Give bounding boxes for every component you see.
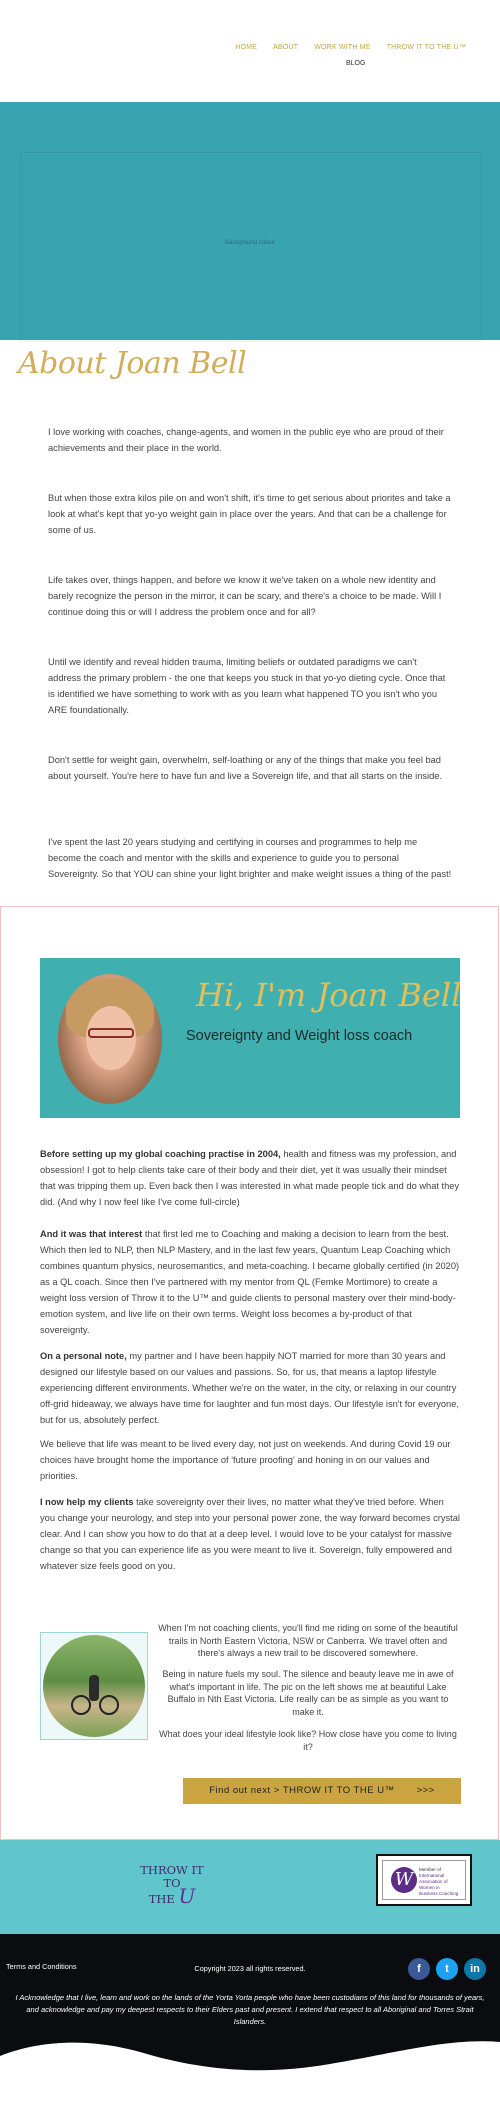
coaching-lead: On a personal note, [40,1351,127,1361]
about-paragraph: But when those extra kilos pile on and won't shift, it's time to get serious about priorites and take a look at what's kept that yo-yo weight gain in place over the years. And that can be a challenge for some of us. [48,493,451,535]
about-paragraph: I've spent the last 20 years studying and certifying in courses and programmes to help me become the coach and mentor with the skills and experience to guide you to personal Sovereignty. So that YOU can shine your light brighter and make weight issues a thing of the past! [48,837,452,879]
ride-text: When I'm not coaching clients, you'll find me riding on some of the beautiful trails in North Eastern Victoria, NSW or Canberra. We travel often and there's always a new trail to be discovered somewhere. [158,1623,458,1658]
coaching-paragraph: We believe that life was meant to be lived every day, not just on weekends. And during Covid 19 our choices have brought home the importance of 'future proofing' and honing in on our values and priorities. [40,1439,451,1481]
facebook-icon[interactable]: f [408,1958,430,1980]
linkedin-icon[interactable]: in [464,1958,486,1980]
coaching-paragraph [40,1226,460,1338]
footer-wave [0,2030,500,2116]
copyright: Copyright 2023 all rights reserved. [194,1964,306,1973]
coaching-paragraph [40,1146,460,1210]
portrait-face [86,1006,136,1070]
terms-link[interactable]: Terms and Conditions [6,1962,77,1971]
nav-home[interactable]: HOME [235,44,258,51]
nav-about[interactable]: ABOUT [273,44,299,51]
rider-figure [89,1675,99,1701]
logo-line-2: THE U [148,1884,196,1908]
bike-wheel [99,1695,119,1715]
coaching-text: take sovereignty over their lives, no matter what they've tried before. When you change your neurology, and step into your personal power zone, the way forward becomes crystal clear. And I can show you how to do that at a deep level. I would love to be your catalyst for massive change so that you can experience life as you were meant to live it. Sovereign, fully empowered and whatever size feels good on you. [40,1497,460,1571]
portrait-photo [58,974,162,1104]
find-out-next-button[interactable] [183,1778,461,1804]
portrait-glasses [88,1028,134,1038]
intro-banner [40,958,460,1118]
banner-greeting: Hi, I'm Joan Bell [196,976,462,1014]
ride-text: Being in nature fuels my soul. The silence and beauty leave me in awe of what's important in life. The pic on the left shows me at beautiful Lake Buffalo in Nth East Victoria. Life really can be as simple as you want to make it. [162,1669,454,1717]
acknowledgement-of-country: I Acknowledge that I live, learn and work on the lands of the Yorta Yorta people who have been custodians of this land for thousands of years, and acknowledge and pay my deepest respects to their Elders past and present. I extend that respect to all Aboriginal and Torres Strait Islanders. [15,1993,485,2026]
coaching-text: my partner and I have been happily NOT married for more than 30 years and designed our lifestyle based on our values and passions. So, for us, that means a laptop lifestyle experiencing different environments. Whether we're on the water, in the city, or relaxing in our country off-grid hideaway, we always have time for laughter and fun most days. Our lifestyle isn't for everyone, but for us, absolutely perfect. [40,1351,459,1425]
site-header [0,0,500,102]
badge-line: Women in [419,1885,440,1890]
logo-line-1: THROW IT TO [140,1863,204,1890]
coaching-lead: Before setting up my global coaching practise in 2004, [40,1149,281,1159]
coaching-lead: And it was that interest [40,1229,143,1239]
hero-caption: Background colour [224,240,276,246]
about-paragraph: Until we identify and reveal hidden trauma, limiting beliefs or outdated paradigms we can't address the primary problem - the one that keeps you stuck in that yo-yo dieting cycle. Once that is identified we have something to work with as you learn what happened TO you isn't who you ARE foundationally. [48,657,446,715]
footer-logos [0,1840,500,1934]
badge-line: International Association of [419,1873,448,1884]
nav-throw-it-to-the-u[interactable]: THROW IT TO THE U™ [386,44,466,51]
iawbc-member-badge[interactable] [376,1854,472,1906]
about-title: About Joan Bell [18,346,247,381]
bike-photo-frame [40,1632,148,1740]
banner-subtitle: Sovereignty and Weight loss coach [186,1028,413,1044]
cta-label: Find out next > THROW IT TO THE U™ [209,1785,395,1796]
ride-text: What does your ideal lifestyle look like? How close have you come to living it? [159,1729,457,1752]
hero-banner [0,102,500,340]
twitter-icon[interactable]: t [436,1958,458,1980]
badge-line: Business Coaching [419,1891,459,1896]
about-paragraph: Life takes over, things happen, and before we know it we've taken on a whole new identity and barely recognize the person in the mirror, it can be scary, and there's a choice to be made. Will I continue doing this or will I address the problem once and for all? [48,575,442,617]
about-paragraph: I love working with coaches, change-agents, and women in the public eye who are proud of their achievements and their place in the world. [48,427,444,453]
bike-wheel [71,1695,91,1715]
cta-arrows: >>> [416,1785,435,1796]
about-paragraph: Don't settle for weight gain, overwhelm, self-loathing or any of the things that make you feel bad about yourself. You're here to have fun and live a Sovereign life, and that all starts on the inside. [48,755,443,781]
badge-inner [382,1860,466,1900]
coaching-lead: I now help my clients [40,1497,134,1507]
badge-line: Member of [419,1867,441,1872]
nav-blog[interactable]: BLOG [346,60,366,67]
coaching-text: health and fitness was my profession, and obsession! I got to help clients take care of their body and their diet, yet it was usually their mindset that was tripping them up. Even back then I was interested in what made people tick and do what they did. (And why I now feel like I've come full-circle) [40,1149,460,1207]
bike-photo [43,1635,145,1737]
hero-image-frame [20,152,482,342]
badge-text [419,1867,465,1897]
coaching-paragraph [40,1348,460,1428]
main-nav [235,44,466,51]
coaching-paragraph [40,1494,460,1574]
coaching-text: that first led me to Coaching and making a decision to learn from the best. Which then led to NLP, then NLP Mastery, and in the last few years, Quantum Leap Coaching which combines quantum physics, neurosemantics, and meta-coaching. I became globally certified (in 2020) as a QL coach. Since then I've partnered with my mentor from QL (Femke Mortimore) to create a weight loss version of Throw it to the U™ and guide clients to personal mastery over their mind-body-emotion system, and live life on their own terms. Weight loss becomes a by-product of that sovereignty. [40,1229,460,1335]
nav-work-with-me[interactable]: WORK WITH ME [314,44,371,51]
logo-u: U [178,1884,196,1908]
throw-it-to-the-u-logo[interactable] [132,1864,212,1906]
badge-w-icon: W [391,1867,417,1893]
